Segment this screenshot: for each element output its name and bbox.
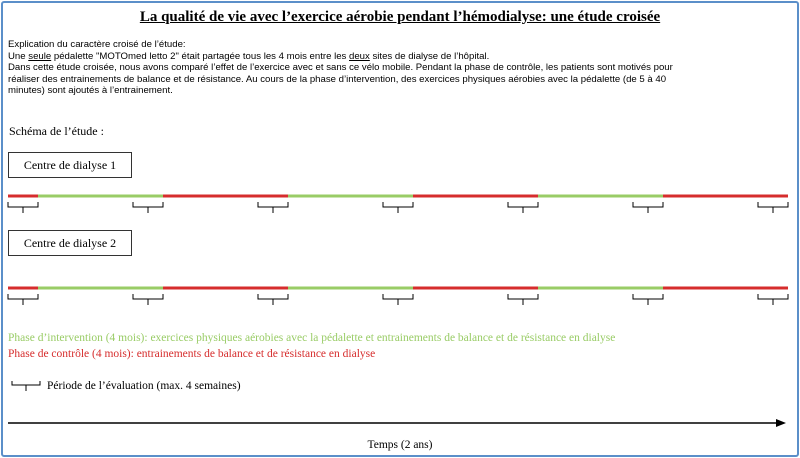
- schema-label: Schéma de l’étude :: [9, 124, 104, 138]
- center-2-label: Centre de dialyse 2: [8, 230, 132, 256]
- time-axis-label: Temps (2 ans): [367, 439, 433, 451]
- explanation-line-1: Une seule pédalette "MOTOmed letto 2" était partagée tous les 4 mois entre les deux sites de dialyse de l’hôpital.: [8, 50, 490, 62]
- time-axis-arrowhead-icon: [776, 419, 786, 427]
- explanation-line-4: minutes) sont ajoutés à l’entrainement.: [8, 85, 173, 97]
- explanation-line-3: réaliser des entrainements de balance et de résistance. Au cours de la phase d’intervention, des exercices physiques aérobies avec la pédalette (de 5 à 40: [8, 73, 667, 85]
- underlined-seule: seule: [28, 50, 52, 62]
- legend-intervention: Phase d’intervention (4 mois): exercices physiques aérobies avec la pédalette et entrainements de balance et de résistance en dialyse: [8, 332, 616, 344]
- center-1-label: Centre de dialyse 1: [8, 152, 132, 178]
- explanation-line-2: Dans cette étude croisée, nous avons comparé l’effet de l’exercice avec et sans ce vélo mobile. Pendant la phase de contrôle, les patients sont motivés pour: [8, 62, 673, 74]
- figure-title: La qualité de vie avec l’exercice aérobie pendant l’hémodialyse: une étude croisée: [139, 9, 661, 25]
- legend-evaluation: Période de l’évaluation (max. 4 semaines): [47, 380, 241, 392]
- legend-control: Phase de contrôle (4 mois): entrainements de balance et de résistance en dialyse: [8, 348, 376, 360]
- underlined-deux: deux: [349, 50, 370, 62]
- explanation-heading: Explication du caractère croisé de l’étude:: [8, 39, 186, 50]
